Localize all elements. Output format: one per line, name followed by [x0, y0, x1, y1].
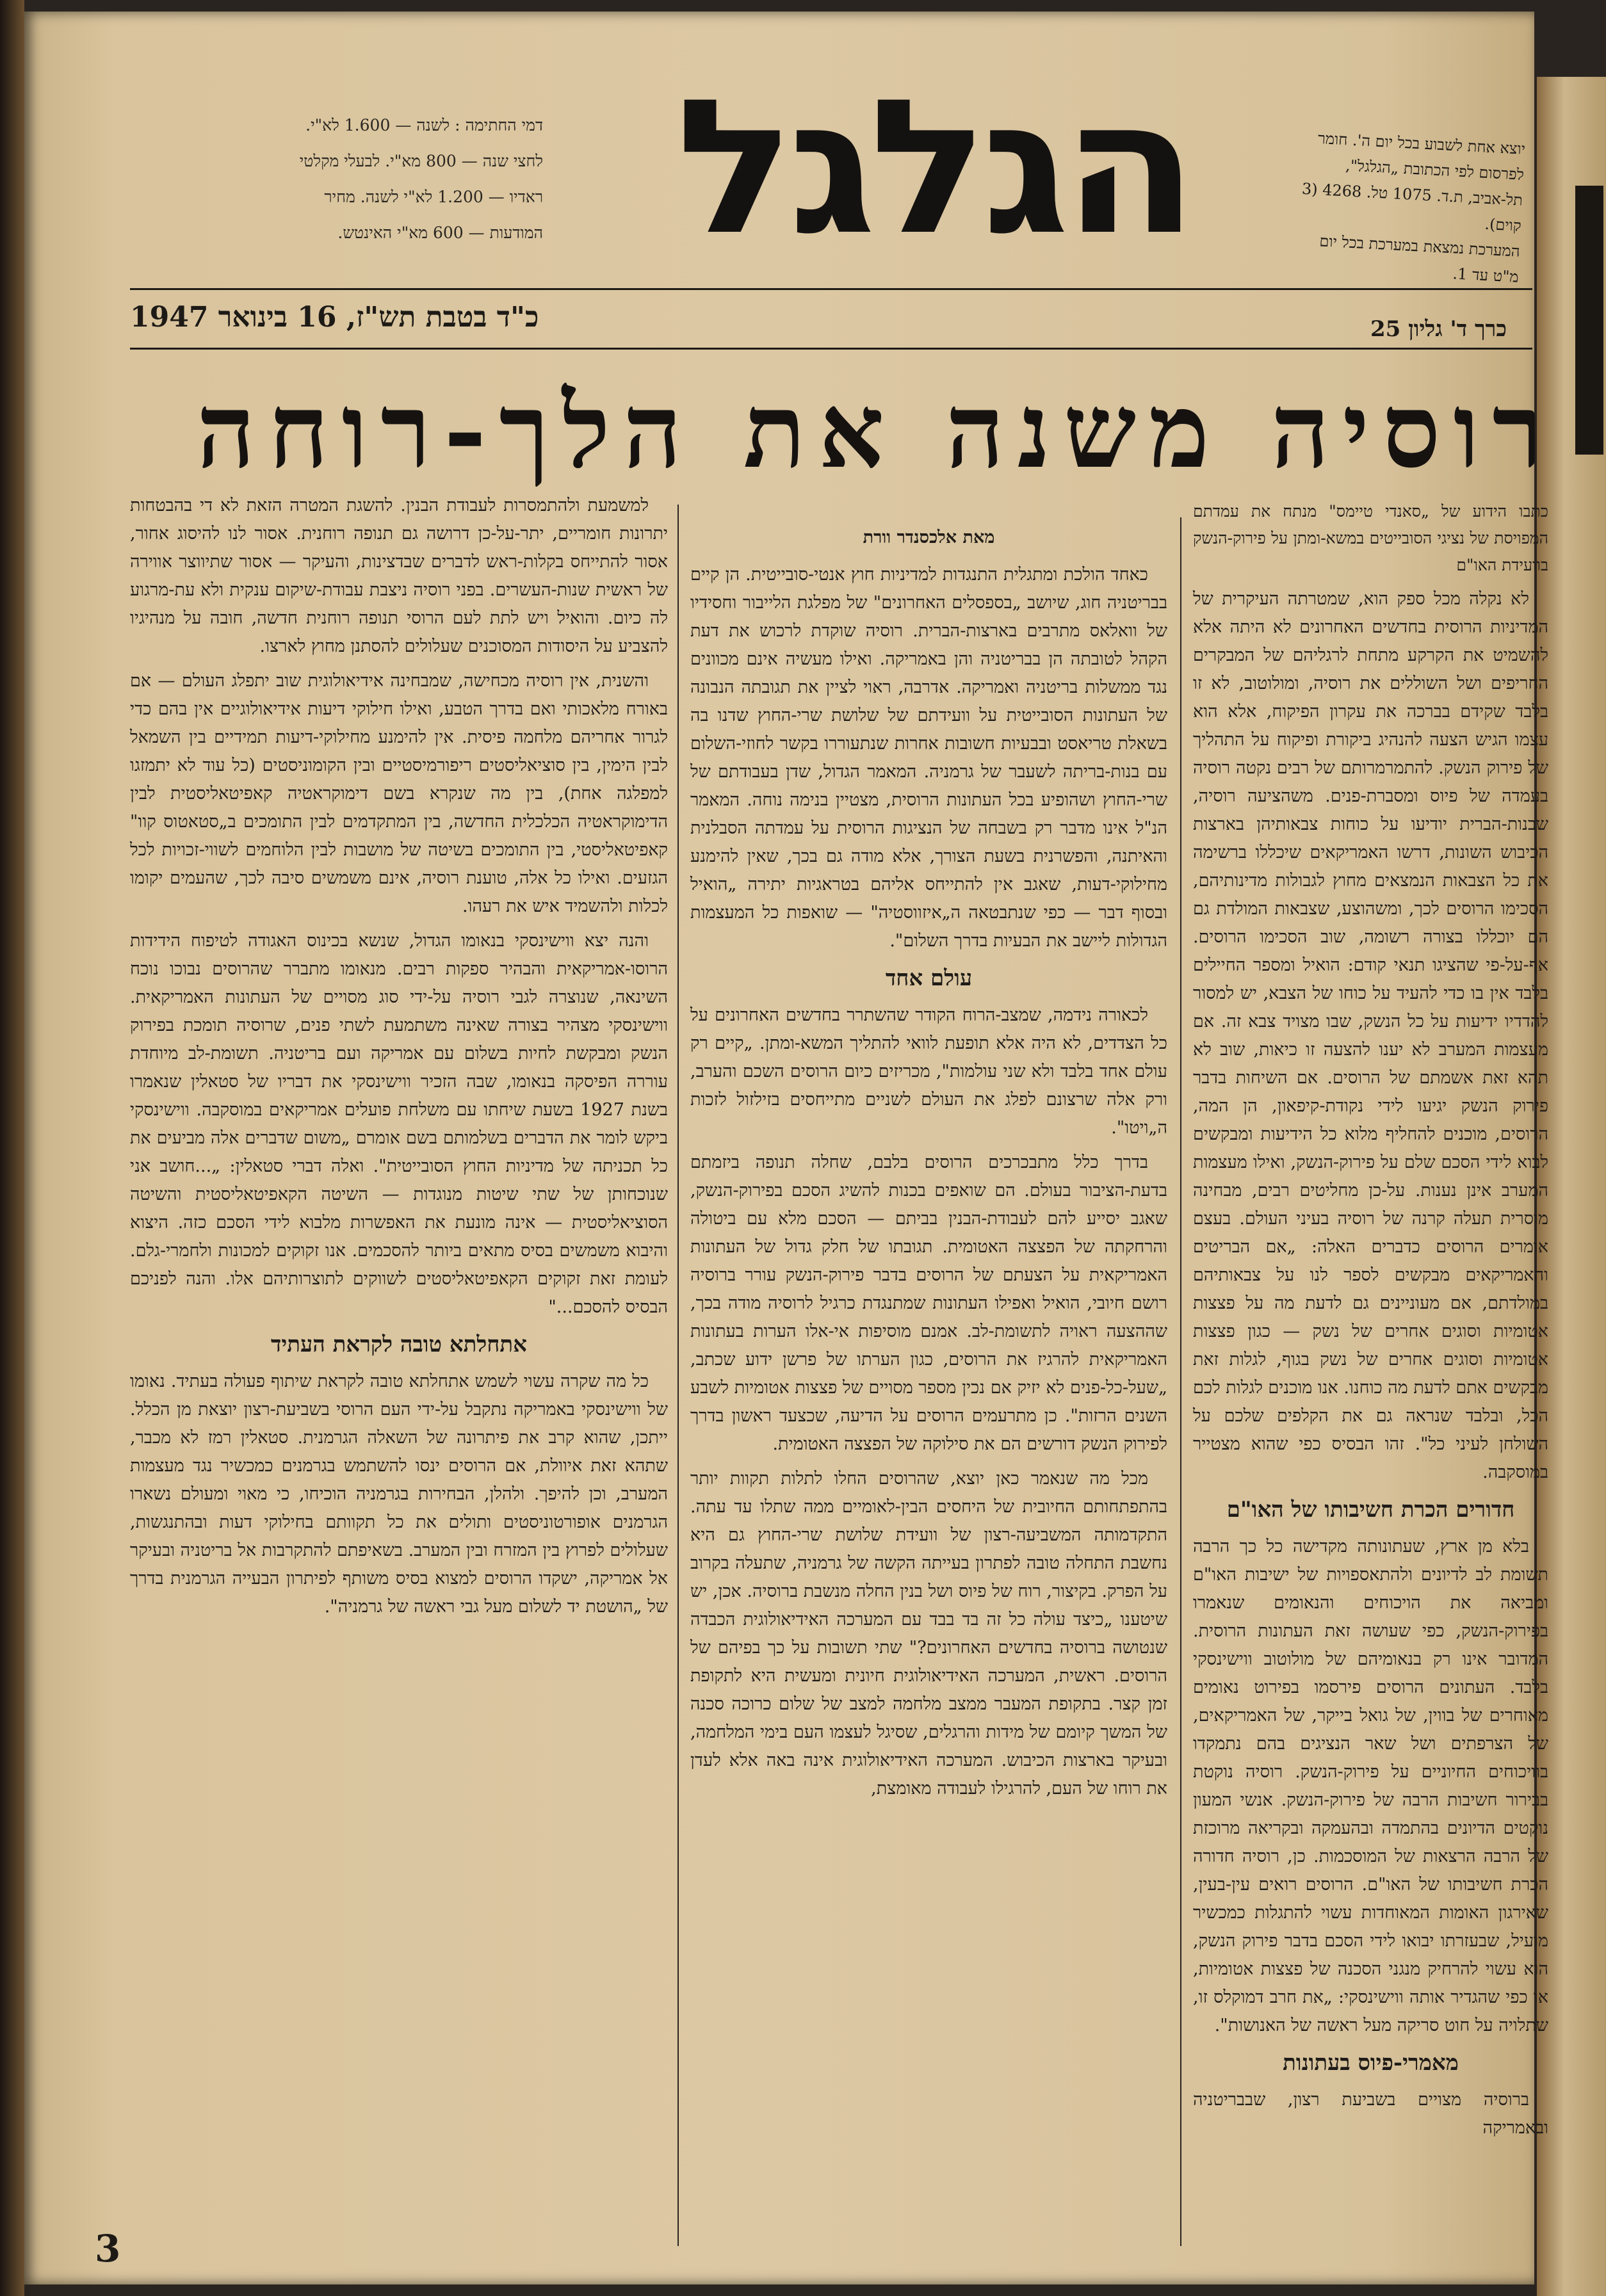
paragraph: כאחד הולכת ומתגלית התנגדות למדיניות חוץ אנטי-סובייטית. הן קיים בבריטניה חוג, שיושב „בספסלים האחרונים" של מפלגת הלייבור וחסידיו של וואלאס מתרבים בארצות-הברית. רוסיה שוקדת לרכוש את דעת הקהל לטובתה הן בבריטניה והן באמריקה. ואילו מעשיה אינם מכוונים נגד ממשלות בריטניה ואמריקה. אדרבה, ראוי לציין את תגובתה הנבונה של העתונות הסובייטית על וועידתם של שלושת שרי-החוץ שדנו בה בשאלת טריאסט ובבעיות חשובות אחרות שנתעוררו בקשר לחוזי-השלום עם בנות-בריתה לשעבר של גרמניה. המאמר הגדול, שדן בעבודתם של שרי-החוץ ושהופיע בכל העתונות הרוסית, מצטיין בנימה נוחה. המאמר הנ"ל אינו מדבר רק בשבחה של הנציגות הרוסית על עמדתה הסבלנית והאיתנה, והפשרנית בשעת הצורך, אלא מודה גם בכך, שאין להימנע מחילוקי-דעות, שאגב אין להתייחס אליהם בטראגיות יתירה „הואיל ובסוף דבר — כפי שנתבטאה ה„איזווסטיה" — שואפות כל המעצמות הגדולות ליישב את הבעיות בדרך השלום".	[690, 565, 1167, 951]
issue-date: כ"ד בטבת תש"ז, 16 בינואר 1947	[130, 301, 539, 334]
subscription-line: לחצי שנה — 800 מא"י. לבעלי מקלטי	[299, 152, 543, 170]
subheading: מאמרי-פיוס בעתונות	[1283, 2050, 1459, 2076]
subscription-line: המודעות — 600 מא"י האינטש.	[337, 223, 543, 242]
publisher-line: תל-אביב, ת.ד. 1075 טל. 4268 (3 קוים).	[1301, 179, 1523, 235]
article-headline: רוסיה משנה את הלך-רוחה	[196, 371, 1556, 491]
newspaper-page	[24, 12, 1556, 2284]
column-divider	[677, 505, 679, 2246]
paragraph: והנה יצא ווישינסקי בנאומו הגדול, שנשא בכינוס האגודה לטיפוח הידידות הרוסו-אמריקאית והבהיר ספקות רבים. מנאומו מתברר שהרוסים נבוכו נוכח השינאה, שנוצרה לגבי רוסיה על-ידי סוג מסויים של העתונות האמריקאית. ווישינסקי מצהיר בצורה שאינה משתמעת לשתי פנים, שרוסיה תומכת בפירוק הנשק ומבקשת לחיות בשלום עם אמריקה ועם בריטניה. תשומת-לב מיוחדת עוררה הפיסקה בנאומו, שבה הזכיר ווישינסקי את דבריו של סטאלין שנאמרו בשנת 1927 בשעת שיחתו עם משלחת פועלים אמריקאים במוסקבה. ווישינסקי ביקש לומר את הדברים בשלמותם בשם אומרם „משום שדברים אלה מביעים את כל תכניתה של מדיניות החוץ הסובייטית". ואלה דברי סטאלין: „...חושב אני שנוכחותן של שתי שיטות מנוגדות — השיטה הקאפיטאליסטית והשיטה הסוציאליסטית — אינה מונעת את האפשרות מלבוא לידי הסכם כזה. היצוא והיבוא משמשים בסיס מתאים ביותר להסכמים. אנו זקוקים למכונות ולחמרי-גלם. לעומת זאת זקוקים הקאפיטאליסטים לשווקים לתוצרותיהם אלו. והנה לפניכם הבסיס להסכם..."	[130, 931, 668, 1317]
subscription-line: ראדיו — 1.200 לא"י לשנה. מחיר	[324, 188, 543, 206]
issue-rule	[130, 348, 1532, 350]
paragraph: למשמעת ולהתמסרות לעבודת הבנין. להשגת המטרה הזאת לא די בהבטחות יתרונות חומריים, יתר-על-כן דרושה גם תנופה רוחנית. אסור לנו להיסוג אחור, אסור להתייחס בקלות-ראש לדברים שבדצינות, והעיקר — אסור שתיווצר אווירה של ראשית שנות-העשרים. בפני רוסיה ניצבת עבודת-שיקום ענקית ולא עת-מרגוע לה כיום. והואיל ויש לתת לעם הרוסי תנופה רוחנית חדשה, חובה על מנהיגיו להצביע על היסודות המסוכנים שעלולים להסתנן מחוץ לארצו.	[130, 496, 668, 656]
publisher-line: המערכת נמצאת במערכת בכל יום מ"ט עד 1.	[1318, 232, 1521, 286]
paragraph: והשנית, אין רוסיה מכחישה, שמבחינה אידיאולוגית שוב יתפלג העולם — אם באורח מלאכותי ואם בדרך הטבע, ואילו חילוקי דיעות אידיאולוגיים אין בהם כדי לגרור אחריהם מלחמה פיסית. אין להימנע מחילוקי-דיעות תמידיים בין השמאל לבין הימין, בין סוציאליסטים ריפורמיסטיים ובין הקומוניסטים (כל עוד לא יתמזגו למפלגה אחת), בין מה שנקרא בשם דימוקראטיה קאפיטאליסטית לבין הדימוקראטיה הכלכלית החדשה, בין המתקדמים לבין התומכים ב„סטאטוס קוו" קאפיטאליסטי, בין התומכים בשיטה של מושבות לבין הלוחמים לשווי-זכויות לכל הגזעים. ואילו כל אלה, טוענת רוסיה, אינם משמשים סיבה לכך, שהעמים יקומו לכלות ולהשמיד איש את רעהו.	[130, 671, 668, 916]
article-column-middle	[690, 524, 1167, 2252]
issue-number: כרך ד' גליון 25	[1370, 316, 1507, 342]
subheading: אתחלתא טובה לקראת העתיד	[270, 1332, 527, 1357]
paragraph: בלא מן ארץ, שעתונותה מקדישה כל כך הרבה תשומת לב לדיונים ולהתאספויות של ישיבות האו"ם ומביאה את הויכוחים והנאומים שנאמרו בפירוק-הנשק, כפי שעושה זאת העתונות הרוסית. המדובר אינו רק בנאומיהם של מולוטוב ווישינסקי בלבד. העתונים הרוסים פירסמו בפירוט נאומים מאוחרים של בווין, של גואל בייקר, של האמריקאים, של הצרפתים ושל שאר הנציגים בהם נתמקדו בוויכוחים החיוניים על פירוק-הנשק. רוסיה נוקטת בבירור חשיבות הרבה של פירוק-הנשק. אנשי המעון נוקטים הדיונים בהתמדה ובהעמקה ובקריאה מרוכזת של הרבה הרצאות של המוסכמות. כן, רוסיה חדורה הכרת חשיבותו של האו"ם. הרוסים רואים עין-בעין, שאירגון האומות המאוחדות עשוי להתגלות כמכשיר מועיל, שבעזרתו יבואו לידי הסכם בדבר פירוק הנשק, הוא עשוי להרחיק מנגני הסכנה של פצצות אטומיות, או כפי שהגדיר אותה ווישינסקי: „את חרב דמוקלס זו, שתלויה על חוט סריקה מעל ראשה של האנושות".	[1193, 1537, 1548, 2035]
publisher-line: לפרסום לפי הכתובת „הגלגל",	[1345, 156, 1525, 184]
paragraph: כל מה שקרה עשוי לשמש אתחלתא טובה לקראת שיתוף פעולה בעתיד. נאומו של ווישינסקי באמריקה נתקבל על-ידי העם הרוסי בשביעת-רצון יוצאת מן הכלל. ייתכן, שהוא קרב את פיתרונה של השאלה הגרמנית. סטאלין רמז לא מכבר, שתהא זאת איוולת, אם הרוסים ינסו להשתמש בגרמנים כמכשיר נגד מעצמות המערב, וכן להיפך. ולהלן, הבחירות בגרמניה הוכיחו, כי מאוי ומעולם נשארו הגרמנים אופורטוניסטים ותולים את כל תקוותם בחילוקי דעות ובהתנגשות, שעלולים לפרוץ בין המזרח ובין המערב. בשאיפתם להתקרבות אל בריטניה ובעיקר אל אמריקה, ישקדו הרוסים למצוא בסיס משותף לפיתרון הבעייה הגרמנית בדרך של „הושטת יד לשלום מעל גבי ראשה של גרמניה".	[130, 1371, 668, 1617]
article-column-left	[130, 492, 668, 2252]
paragraph: לא נקלה מכל ספק הוא, שמטרתה העיקרית של המדיניות הרוסית בחדשים האחרונים לא היתה אלא להשמיט את הקרקע מתחת לרגליהם של המבקרים החריפים ושל השוללים את רוסיה, ומולוטוב, לא זו בלבד שקידם בברכה את עקרון הפיקוח, אלא הוא עצמו הגיש הצעה להנהיג ביקורת ופיקוח על התהליך של פירוק הנשק. להתמרמרותם של רבים נקטה רוסיה בעמדה של פיוס ומסברת-פנים. משהציעה רוסיה, שבנות-הברית יודיעו על כוחות צבאותיהן בארצות הכיבוש השונות, דרשו האמריקאים שיכללו ברשימה את כל הצבאות הנמצאים מחוץ לגבולות מדינותיהם, הסכימו הרוסים לכך, ומשהוצע, שצבאות המולדת גם הם יוכללו בצורה רשומה, שוב הסכימו הרוסים. אף-על-פי שהציגו תנאי קודם: הואיל ומספר החיילים בלבד אין בו כדי להעיד על כוחו של הצבא, יש למסור להדדיו ידיעות על כל הנשק, שבו מצויד צבא זה. אם מעצמות המערב לא יענו להצעה זו כיאות, שוב לא תהא זאת אשמתם של הרוסים. אם השיחות בדבר פירוק הנשק יגיעו לידי נקודת-קיפאון, הן המה, הרוסים, מוכנים להחליף מלוא כל הידיעות ומבקשים לבוא לידי הסכם שלם על פירוק-הנשק, ואילו מעצמות המערב אינן נענות. על-כן מחליטים רבים, מבחינה מוסרית תעלה קרנה של רוסיה בעיני העולם. בעצם אומרים הרוסים כדברים האלה: „אם הבריטים והאמריקאים מבקשים לספר לנו על צבאותיהם במולדתם, אם מעוניינים גם לדעת מה על פצצות אטומיות וסוגים אחרים של נשק — כגון פצצות אטומיות וסוגים אחרים של נשק בגוף, לגלות זאת מבקשים אתם לדעת מה כוחנו. אנו מוכנים לגלות לכם הכל, ובלבד שנראה גם את הקלפים שלכם על השולחן לעיני כל". זהו הבסיס כפי שהוא מצטייר במוסקבה.	[1193, 589, 1548, 1482]
facing-page-strip	[1575, 186, 1603, 455]
masthead-title: הגלגל	[676, 60, 1192, 276]
subscription-line: דמי החתימה : לשנה — 1.600 לא"י.	[305, 116, 543, 134]
publisher-info	[1288, 124, 1526, 290]
paragraph: בדרך כלל מתבכרכים הרוסים בלבם, שחלה תנופה ביזמתם בדעת-הציבור בעולם. הם שואפים בכנות להשיג הסכם בפירוק-הנשק, שאגב יסייע להם לעבודת-הבנין בביתם — הסכם מלא עם ביטולה והרחקתה של הפצצה האטומית. תגובתו של חלק גדול של העתונות האמריקאית על הצעתם של הרוסים בדבר פירוק-הנשק עורר ברוסיה רושם חיובי, הואיל ואפילו העתונות שמתנגדת כרגיל לרוסיה מודה בכך, שההצעה ראויה לתשומת-לב. אמנם מוסיפות אי-אלו הערות בעתונות האמריקאית להרגיז את הרוסים, כגון הערתו של פרשן ידוע שכתב, „שעל-כל-פנים לא יזיק אם נכין מספר מסויים של פצצות אטומיות לשבע השנים הרזות". כן מתרעמים הרוסים על הדיעה, שכצעד ראשון בדרך לפירוק הנשק דורשים הם את סילוקה של הפצצה האטומית.	[690, 1152, 1167, 1454]
paragraph: לכאורה נידמה, שמצב-הרוח הקודר שהשתרר בחדשים האחרונים על כל הצדדים, לא היה אלא תופעת לוואי להתליך המשא-ומתן. „קיים רק עולם אחד בלבד ולא שני עולמות", מכריזים כיום הרוסים השכם והערב, ורק אלה שרצונם לפלג את העולם לשניים מתייחסים בזילזול לזכות ה„ויטו".	[690, 1005, 1167, 1138]
subscription-info	[133, 108, 543, 251]
top-rule	[130, 288, 1532, 290]
column-divider	[1180, 517, 1181, 2246]
article-column-right	[1193, 498, 1548, 2252]
article-lead: כתבו הידוע של „סאנדי טיימס" מנתח את עמדתם המפויסת של נציגי הסובייטים במשא-ומתן על פירוק-הנשק בוועידת האו"ם	[1193, 502, 1548, 574]
byline: מאת אלכסנדר וורת	[863, 528, 995, 547]
subheading: חדורים הכרת חשיבותו של האו"ם	[1226, 1497, 1515, 1523]
publisher-line: יוצא אחת לשבוע בכל יום ה'. חומר	[1317, 129, 1526, 158]
paragraph: ברוסיה מצויים בשביעת רצון, שבבריטניה ובאמריקה	[1193, 2090, 1548, 2138]
book-binding	[0, 0, 24, 2296]
page-number: 3	[95, 2227, 121, 2270]
subheading: עולם אחד	[885, 966, 973, 991]
issue-line	[130, 292, 1532, 343]
paragraph: מכל מה שנאמר כאן יוצא, שהרוסים החלו לתלות תקוות יותר בהתפתחותם החיובית של היחסים הבין-לאומיים ממה שתלו עד עתה. התקדמותה המשביעה-רצון של וועידת שלושת שרי-החוץ גם היא נחשבת התחלה טובה לפתרון בעייתה הקשה של גרמניה, שתעלה בקרוב על הפרק. בקיצור, רוח של פיוס ושל בנין החלה מנשבת ברוסיה. אכן, יש שיטענו „כיצד עולה כל זה בד בבד עם המערכה האידיאולוגית הכבדה שנטושה ברוסיה בחדשים האחרונים?" שתי תשובות על כך בפיהם של הרוסים. ראשית, המערכה האידיאולוגית חיונית ומעשית היא לתקופת זמן קצר. בתקופת המעבר ממצב מלחמה למצב של שלום כרוכה סכנה של המשך קיומם של מידות והרגלים, שסיגל לעצמו העם בימי המלחמה, ובעיקר בארצות הכיבוש. המערכה האידיאולוגית אינה באה אלא לעדן את רוחו של העם, להרגילו לעבודה מאומצת,	[690, 1469, 1167, 1799]
